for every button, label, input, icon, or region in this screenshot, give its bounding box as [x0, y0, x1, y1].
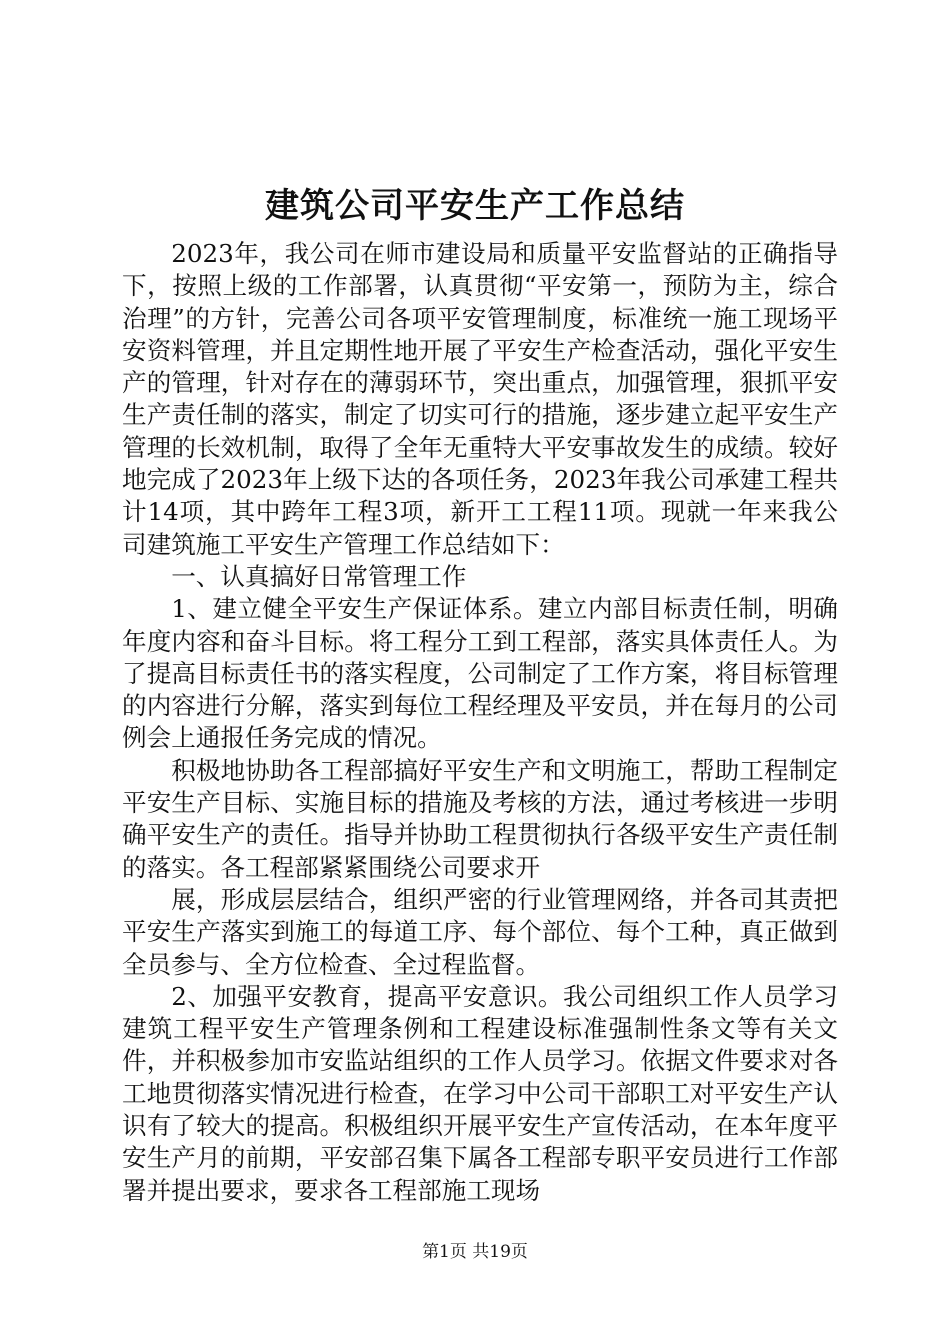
paragraph-continuation: 展，形成层层结合，组织严密的行业管理网络，并各司其责把平安生产落实到施工的每道工序、每个部位、每个工种，真正做到全员参与、全方位检查、全过程监督。	[122, 884, 838, 979]
section-heading-daily-management: 一、认真搞好日常管理工作	[171, 561, 467, 591]
paragraph-intro: 2023年，我公司在师市建设局和质量平安监督站的正确指导下，按照上级的工作部署，认真贯彻“平安第一，预防为主，综合治理”的方针，完善公司各项平安管理制度，标准统一施工现场平安资料管理，并且定期性地开展了平安生产检查活动，强化平安生产的管理，针对存在的薄弱环节，突出重点，加强管理，狠抓平安生产责任制的落实，制定了切实可行的措施，逐步建立起平安生产管理的长效机制，取得了全年无重特大平安事故发生的成绩。较好地完成了2023年上级下达的各项任务，2023年我公司承建工程共计14项，其中跨年工程3项，新开工工程11项。现就一年来我公司建筑施工平安生产管理工作总结如下：	[122, 239, 838, 559]
page-footer: 第1页 共19页	[422, 1242, 528, 1262]
paragraph-safety-education: 2、加强平安教育，提高平安意识。我公司组织工作人员学习建筑工程平安生产管理条例和工程建设标准强制性条文等有关文件，并积极参加市安监站组织的工作人员学习。依据文件要求对各工地贯彻落实情况进行检查，在学习中公司干部职工对平安生产认识有了较大的提高。积极组织开展平安生产宣传活动，在本年度平安生产月的前期，平安部召集下属各工程部专职平安员进行工作部署并提出要求，要求各工程部施工现场	[122, 981, 838, 1205]
paragraph-assist-departments: 积极地协助各工程部搞好平安生产和文明施工，帮助工程制定平安生产目标、实施目标的措施及考核的方法，通过考核进一步明确平安生产的责任。指导并协助工程贯彻执行各级平安生产责任制的落实。各工程部紧紧围绕公司要求开	[122, 755, 838, 882]
document-title: 建筑公司平安生产工作总结	[265, 186, 685, 226]
paragraph-safety-system: 1、建立健全平安生产保证体系。建立内部目标责任制，明确年度内容和奋斗目标。将工程分工到工程部，落实具体责任人。为了提高目标责任书的落实程度，公司制定了工作方案，将目标管理的内容进行分解，落实到每位工程经理及平安员，并在每月的公司例会上通报任务完成的情况。	[122, 594, 838, 753]
document-body	[122, 238, 838, 1207]
